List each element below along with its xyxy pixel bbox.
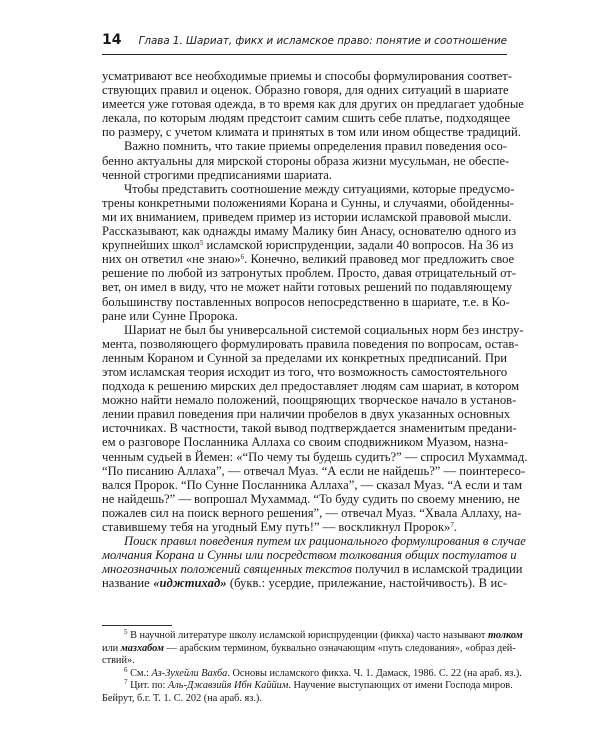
text-span: мазхабом <box>120 642 164 654</box>
text-line: подхода к решению мирских дел предоставляет людям сам шариат, в котором <box>102 379 520 394</box>
footnote-ref: 7 <box>450 521 454 529</box>
paragraph <box>102 181 517 323</box>
text-span: или <box>102 642 121 654</box>
text-line <box>102 238 514 253</box>
text-line: Шариат не был бы универсальной системой социальных норм без инстру- <box>124 322 524 337</box>
text-line: вался Пророк. “По Сунне Посланника Аллаха”, — сказал Муаз. “А если и там <box>102 477 523 492</box>
paragraph <box>102 322 528 534</box>
text-span: ставившему тебя на угодный Ему путь!” — воскликнул Пророк» <box>102 520 451 534</box>
text-span: . Конечно, великий правовед мог предложить свое <box>244 252 515 267</box>
text-span: Поиск правил поведения путем их рационального формулирования в случае <box>124 534 526 549</box>
footnote-ref: 6 <box>124 665 128 674</box>
text-line: большинству поставленных вопросов непосредственно в шариате, т.е. в Ко- <box>102 294 510 309</box>
text-line: ченной строгими предписаниями шариата. <box>102 167 332 182</box>
paragraph <box>102 69 524 140</box>
text-line: ствий». <box>102 655 135 667</box>
footnote <box>102 628 523 668</box>
text-line: не найдешь?” — вопрошал Мухаммад. “То буду судить по своему мнению, не <box>102 491 520 506</box>
text-line: имеется уже готовая одежда, в то время как для других он предлагает удобные <box>102 97 524 112</box>
text-line: вет, он имел в виду, что не может найти готовых решений по подавляющему <box>102 280 513 295</box>
paragraph <box>102 139 510 182</box>
text-line: усматривают все необходимые приемы и способы формулирования соответ- <box>102 69 513 83</box>
footnote-ref: 7 <box>124 678 128 687</box>
text-line: решение по любой из затронутых проблем. Просто, давая отрицательный от- <box>102 266 516 281</box>
text-line: ем о разговоре Посланника Аллаха со своим сподвижником Муазом, назна- <box>102 435 509 450</box>
text-line: лении правил поведения при наличии пробелов в двух указанных основных <box>102 407 511 422</box>
footnote <box>102 665 522 681</box>
text-span: См.: <box>127 667 152 679</box>
running-title: Глава 1. Шариат, фикх и исламское право: понятие и соотношение <box>138 35 507 47</box>
text-span: крупнейших школ <box>102 238 200 253</box>
text-line: пожалев сил на поиск верного решения”, — отвечал Муаз. “Хвала Аллаху, на- <box>102 505 522 520</box>
paragraph <box>102 534 526 591</box>
footnotes <box>102 628 523 706</box>
text-line: ленным Кораном и Сунной за пределами их конкретных предписаний. При <box>102 350 507 365</box>
text-line: Чтобы представить соотношение между ситуациями, которые предусмо- <box>124 181 515 196</box>
body-text <box>102 69 528 591</box>
text-span: молчания Корана и Сунны или посредством толкования общих постулатов и <box>102 548 517 563</box>
text-span: получил в исламской традиции <box>351 562 523 577</box>
text-line: мента, позволяющего формулировать правила поведения по вопросам, остав- <box>102 336 519 351</box>
text-line: можно найти немало положений, поощряющих творческое начало в установ- <box>102 393 517 408</box>
text-line: Бейрут, б.г. Т. 1. С. 202 (на араб. яз.). <box>102 692 262 704</box>
page-number: 14 <box>102 32 122 48</box>
text-line: источниках. В частности, такой вывод подтверждается знаменитым предани- <box>102 421 517 436</box>
text-span: — арабским термином, буквально означающим «путь следования», «образ дей- <box>163 642 516 654</box>
footnote-ref: 5 <box>199 239 204 248</box>
text-line <box>102 665 522 681</box>
text-span: В научной литературе школу исламской юриспруденции (фикха) часто называют <box>127 630 488 641</box>
text-line <box>102 642 516 656</box>
text-span: толком <box>487 630 523 641</box>
running-header <box>102 32 507 55</box>
text-span: название <box>102 576 154 591</box>
text-line <box>102 534 526 549</box>
text-line <box>102 252 515 267</box>
footnote-ref: 6 <box>240 253 245 262</box>
text-span: . Научение выступающих от имени Господа миров. <box>288 680 513 692</box>
text-line: “По писанию Аллаха”, — отвечал Муаз. “А если не найдешь?” — поинтересо- <box>102 463 526 478</box>
text-line <box>102 520 507 534</box>
text-line <box>102 628 523 643</box>
text-line: этом исламская теория исходит из того, что возможность самостоятельного <box>102 364 508 379</box>
text-line: бенно актуальны для мирской стороны образа жизни мусульман, не обеспе- <box>102 153 510 168</box>
text-line <box>102 562 523 577</box>
text-line <box>102 678 513 693</box>
text-span: исламской юриспруденции, задали 40 вопросов. На 36 из <box>203 238 514 253</box>
text-line: трены конкретными положениями Корана и Сунны, и случаями, обойденны- <box>102 195 514 210</box>
text-span: Аль-Джавзийя Ибн Каййим <box>168 680 289 692</box>
text-line: ми их вниманием, приведем пример из истории исламской правовой мысли. <box>102 209 512 224</box>
text-span: . Основы исламского фикха. Ч. 1. Дамаск, 1986. С. 22 (на араб. яз.). <box>227 667 522 679</box>
text-line: ченным судьей в Йемен: «“По чему ты будешь судить?” — спросил Мухаммад. <box>102 449 528 464</box>
text-span: (букв.: усердие, прилежание, настойчивость). В ис- <box>226 576 507 591</box>
text-line: по размеру, с учетом климата и принятых в том или ином обществе традиций. <box>102 125 521 140</box>
footnote-divider <box>102 625 172 626</box>
text-span: Аз-Зухейли Вахба <box>151 667 228 679</box>
text-line: ствующих правил и оценок. Образно говоря, для одних ситуаций в шариате <box>102 83 509 98</box>
text-line: ране или Сунне Пророка. <box>102 308 238 323</box>
text-span: Цит. по: <box>127 680 168 692</box>
text-line <box>102 576 507 590</box>
text-line <box>102 548 517 563</box>
text-span: многозначных положений священных текстов <box>102 562 352 577</box>
text-line: лекала, по которым людям предстоит самим сшить себе платье, подходящее <box>102 111 511 126</box>
text-span: «иджтихад» <box>153 576 227 591</box>
footnote <box>102 678 513 705</box>
text-span: них он ответил «не знаю» <box>102 252 241 267</box>
text-line: Рассказывают, как однажды имаму Малику бин Анасу, основателю одного из <box>102 224 517 239</box>
text-line: Важно помнить, что такие приемы определения правил поведения осо- <box>124 139 507 154</box>
text-span: . <box>453 520 458 534</box>
footnote-ref: 5 <box>124 628 128 636</box>
